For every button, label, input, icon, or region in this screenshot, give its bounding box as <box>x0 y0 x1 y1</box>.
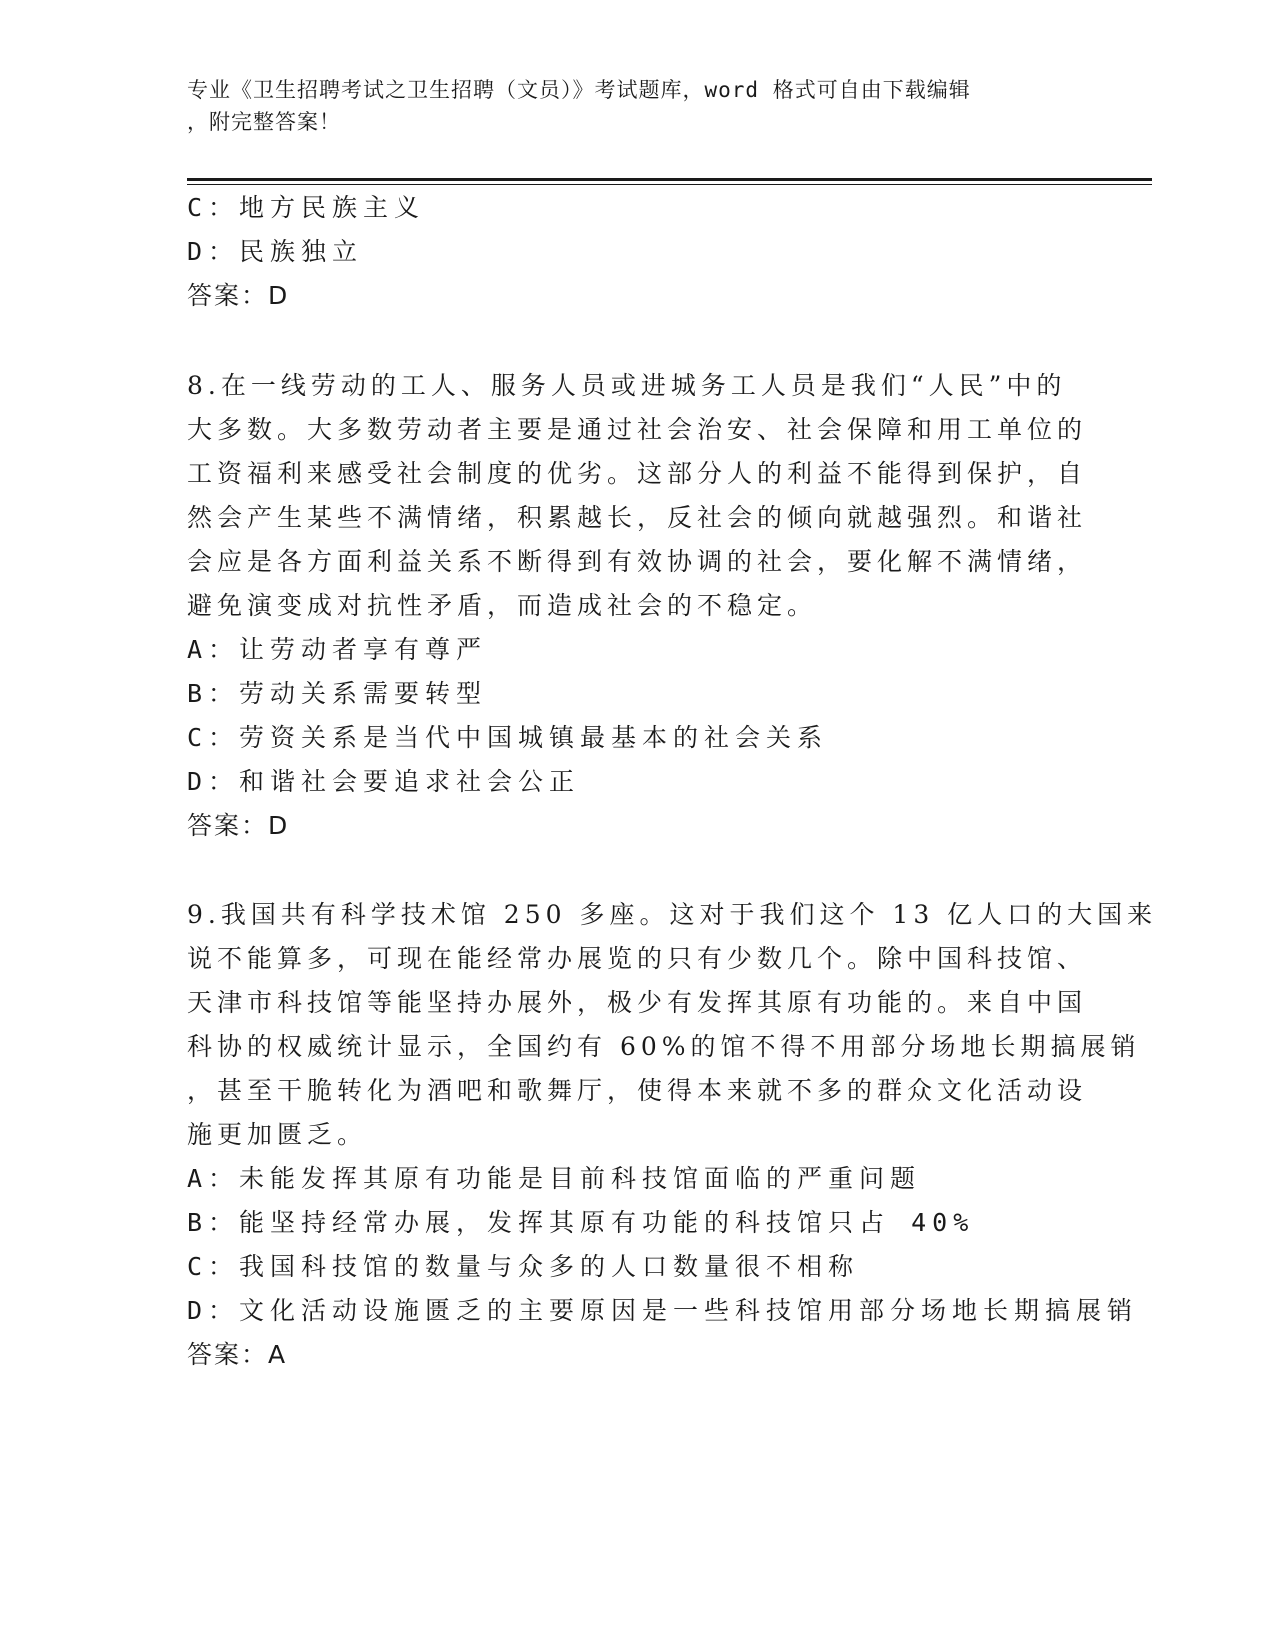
q8-option-b: B：劳动关系需要转型 <box>187 679 488 708</box>
q9-stem-line-1: 9.我国共有科学技术馆 250 多座。这对于我们这个 13 亿人口的大国来 <box>187 900 1158 929</box>
q9-option-b: B：能坚持经常办展，发挥其原有功能的科技馆只占 40% <box>187 1208 975 1237</box>
q9-stem-line-6: 施更加匮乏。 <box>187 1120 368 1149</box>
q8-stem-line-1: 8.在一线劳动的工人、服务人员或进城务工人员是我们“人民”中的 <box>187 371 1067 400</box>
q9-option-c: C：我国科技馆的数量与众多的人口数量很不相称 <box>187 1252 860 1281</box>
header-title-line-1: 专业《卫生招聘考试之卫生招聘（文员）》考试题库，word 格式可自由下载编辑 <box>187 78 971 102</box>
q8-stem-line-3: 工资福利来感受社会制度的优劣。这部分人的利益不能得到保护，自 <box>187 459 1088 488</box>
q8-stem-line-4: 然会产生某些不满情绪，积累越长，反社会的倾向就越强烈。和谐社 <box>187 503 1088 532</box>
q7-option-d: D：民族独立 <box>187 237 364 266</box>
q9-stem-line-3: 天津市科技馆等能坚持办展外，极少有发挥其原有功能的。来自中国 <box>187 988 1088 1017</box>
q7-option-c: C：地方民族主义 <box>187 193 426 222</box>
q8-option-a: A：让劳动者享有尊严 <box>187 635 488 664</box>
header-title-line-2: ，附完整答案！ <box>187 110 341 134</box>
q9-option-d: D：文化活动设施匮乏的主要原因是一些科技馆用部分场地长期搞展销 <box>187 1296 1139 1325</box>
q8-answer: 答案：D <box>187 811 290 840</box>
q8-option-d: D：和谐社会要追求社会公正 <box>187 767 581 796</box>
q9-option-a: A：未能发挥其原有功能是目前科技馆面临的严重问题 <box>187 1164 922 1193</box>
header-rule-thin <box>187 184 1152 185</box>
q9-answer: 答案：A <box>187 1340 288 1369</box>
q7-answer: 答案：D <box>187 281 290 310</box>
q8-stem-line-5: 会应是各方面利益关系不断得到有效协调的社会，要化解不满情绪， <box>187 547 1088 576</box>
q9-stem-line-5: ，甚至干脆转化为酒吧和歌舞厅，使得本来就不多的群众文化活动设 <box>187 1076 1088 1105</box>
q8-stem-line-6: 避免演变成对抗性矛盾，而造成社会的不稳定。 <box>187 591 818 620</box>
header-rule-thick <box>187 178 1152 181</box>
q8-option-c: C：劳资关系是当代中国城镇最基本的社会关系 <box>187 723 829 752</box>
q8-stem-line-2: 大多数。大多数劳动者主要是通过社会治安、社会保障和用工单位的 <box>187 415 1088 444</box>
document-header <box>187 74 1067 138</box>
q9-stem-line-4: 科协的权威统计显示，全国约有 60%的馆不得不用部分场地长期搞展销 <box>187 1032 1141 1061</box>
q9-stem-line-2: 说不能算多，可现在能经常办展览的只有少数几个。除中国科技馆、 <box>187 944 1088 973</box>
